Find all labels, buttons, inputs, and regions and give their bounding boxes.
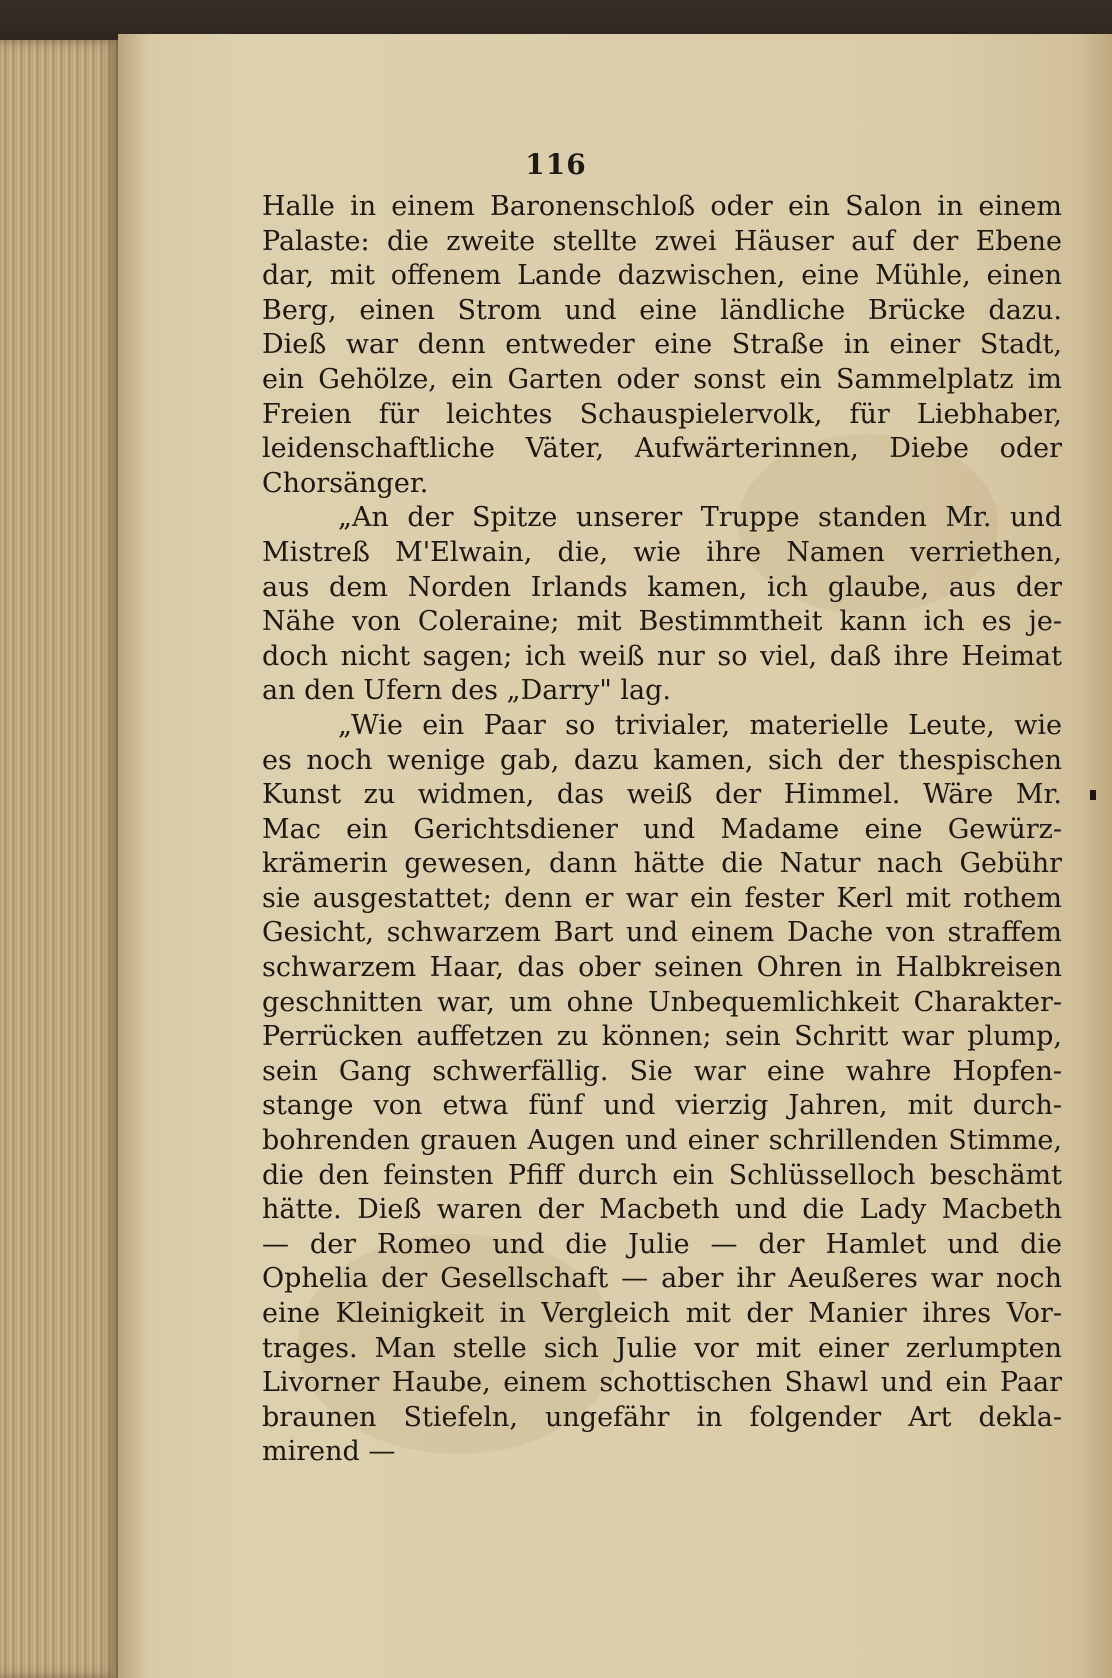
text-line: schwarzem Haar, das ober seinen Ohren in Halbkreisen xyxy=(262,952,1062,984)
text-line: doch nicht sagen; ich weiß nur so viel, daß ihre Heimat xyxy=(262,640,1062,672)
text-line: die den feinsten Pfiff durch ein Schlüsselloch beschämt xyxy=(262,1159,1062,1191)
text-line: Palaste: die zweite stellte zwei Häuser auf der Ebene xyxy=(262,225,1062,257)
text-line: Chorsänger. xyxy=(262,467,429,499)
text-line: „An der Spitze unserer Truppe standen Mr. und xyxy=(338,502,1062,534)
text-line: Freien für leichtes Schauspielervolk, für Liebhaber, xyxy=(262,398,1062,430)
text-line: stange von etwa fünf und vierzig Jahren, mit durch- xyxy=(262,1090,1062,1122)
text-line: leidenschaftliche Väter, Aufwärterinnen, Diebe oder xyxy=(262,433,1062,465)
text-line: Perrücken auffetzen zu können; sein Schritt war plump, xyxy=(262,1021,1062,1053)
text-line: mirend — xyxy=(262,1436,396,1468)
text-line: sie ausgestattet; denn er war ein fester Kerl mit rothem xyxy=(262,882,1062,914)
text-line: krämerin gewesen, dann hätte die Natur nach Gebühr xyxy=(262,848,1062,880)
text-line: dar, mit offenem Lande dazwischen, eine Mühle, einen xyxy=(262,260,1062,292)
text-line: Mistreß M'Elwain, die, wie ihre Namen verriethen, xyxy=(262,536,1062,568)
margin-mark xyxy=(1090,790,1096,800)
text-line: aus dem Norden Irlands kamen, ich glaube, aus der xyxy=(262,571,1062,603)
text-line: Gesicht, schwarzem Bart und einem Dache von straffem xyxy=(262,917,1062,949)
text-line: Nähe von Coleraine; mit Bestimmtheit kann ich es je- xyxy=(262,606,1062,638)
text-line: Livorner Haube, einem schottischen Shawl und ein Paar xyxy=(262,1367,1062,1399)
text-line: sein Gang schwerfällig. Sie war eine wahre Hopfen- xyxy=(262,1055,1062,1087)
text-line: Halle in einem Baronenschloß oder ein Salon in einem xyxy=(262,191,1062,222)
text-line: Dieß war denn entweder eine Straße in einer Stadt, xyxy=(262,329,1062,361)
text-line: hätte. Dieß waren der Macbeth und die Lady Macbeth xyxy=(262,1194,1062,1226)
text-line: es noch wenige gab, dazu kamen, sich der thespischen xyxy=(262,744,1062,776)
text-line: „Wie ein Paar so trivialer, materielle Leute, wie xyxy=(338,709,1062,741)
text-line: Berg, einen Strom und eine ländliche Brücke dazu. xyxy=(262,294,1062,326)
text-line: an den Ufern des „Darry" lag. xyxy=(262,675,672,707)
text-line: trages. Man stelle sich Julie vor mit einer zerlumpten xyxy=(262,1332,1062,1364)
body-text xyxy=(262,190,1062,1470)
text-line: Mac ein Gerichtsdiener und Madame eine Gewürz- xyxy=(262,813,1062,845)
text-line: braunen Stiefeln, ungefähr in folgender Art dekla- xyxy=(262,1401,1062,1433)
page-edges xyxy=(0,40,120,1678)
text-line: Ophelia der Gesellschaft — aber ihr Aeußeres war noch xyxy=(262,1263,1062,1295)
text-line: eine Kleinigkeit in Vergleich mit der Manier ihres Vor- xyxy=(262,1298,1062,1329)
page-number: 116 xyxy=(525,148,587,181)
text-line: geschnitten war, um ohne Unbequemlichkeit Charakter- xyxy=(262,986,1062,1018)
text-line: bohrenden grauen Augen und einer schrillenden Stimme, xyxy=(262,1125,1062,1157)
text-line: Kunst zu widmen, das weiß der Himmel. Wäre Mr. xyxy=(262,779,1062,811)
text-line: ein Gehölze, ein Garten oder sonst ein Sammelplatz im xyxy=(262,363,1062,395)
text-line: — der Romeo und die Julie — der Hamlet und die xyxy=(262,1228,1062,1260)
